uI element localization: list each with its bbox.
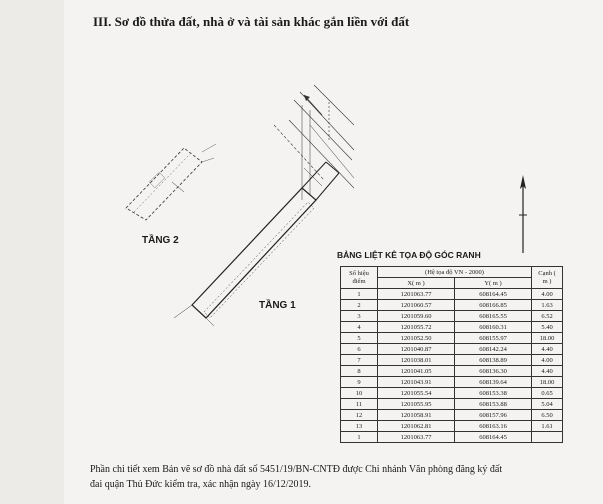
road-line <box>294 100 352 160</box>
table-row: 8 1201041.05 608136.30 4.40 <box>341 366 563 377</box>
table-row: 5 1201052.50 608155.97 18.00 <box>341 333 563 344</box>
table-row: 3 1201059.60 608165.55 6.52 <box>341 311 563 322</box>
table-row: 7 1201038.01 608138.89 4.00 <box>341 355 563 366</box>
table-row: 10 1201055.54 608153.38 0.65 <box>341 388 563 399</box>
edge-header: Cạnh ( m ) <box>532 267 563 289</box>
table-row: 9 1201043.91 608139.64 18.00 <box>341 377 563 388</box>
road-line <box>300 92 354 150</box>
table-row: 12 1201058.91 608157.96 6.50 <box>341 410 563 421</box>
footer-line-1: Phần chi tiết xem Bản vẽ sơ đồ nhà đất số 5451/19/BN-CNTĐ được Chi nhánh Văn phòng đăng ký đất <box>90 464 503 475</box>
y-header: Y( m ) <box>455 278 532 289</box>
road-line <box>314 85 354 125</box>
parcel-sketch <box>64 40 354 340</box>
page-margin <box>0 0 64 504</box>
table-row: 1 1201063.77 608164.45 4.00 <box>341 289 563 300</box>
footer-note <box>90 462 590 492</box>
coord-system-header: (Hệ tọa độ VN - 2000) <box>378 267 532 278</box>
coordinate-table <box>340 266 563 443</box>
footer-line-2: đai quận Thủ Đức kiểm tra, xác nhận ngày 16/12/2019. <box>90 479 312 490</box>
table-row: 4 1201055.72 608160.31 5.40 <box>341 322 563 333</box>
floor2-label: TẦNG 2 <box>142 235 179 246</box>
table-row: 2 1201060.57 608166.85 1.63 <box>341 300 563 311</box>
x-header: X( m ) <box>378 278 455 289</box>
point-id-header: Số hiệu điểm <box>341 267 378 289</box>
table-row: 11 1201055.95 608153.88 5.04 <box>341 399 563 410</box>
road-line <box>289 120 354 188</box>
floor2-sketch <box>126 144 216 220</box>
table-row: 1 1201063.77 608164.45 <box>341 432 563 443</box>
road-line <box>310 125 354 178</box>
north-arrow-icon <box>516 175 530 255</box>
floor1-sketch <box>174 162 339 326</box>
section-heading: III. Sơ đồ thửa đất, nhà ở và tài sản khác gắn liền với đất <box>93 14 410 29</box>
floor1-label: TẦNG 1 <box>259 300 296 311</box>
table-row: 6 1201040.87 608142.24 4.40 <box>341 344 563 355</box>
table-row: 13 1201062.81 608163.16 1.61 <box>341 421 563 432</box>
coord-table-title: BẢNG LIỆT KÊ TỌA ĐỘ GÓC RANH <box>337 250 481 260</box>
